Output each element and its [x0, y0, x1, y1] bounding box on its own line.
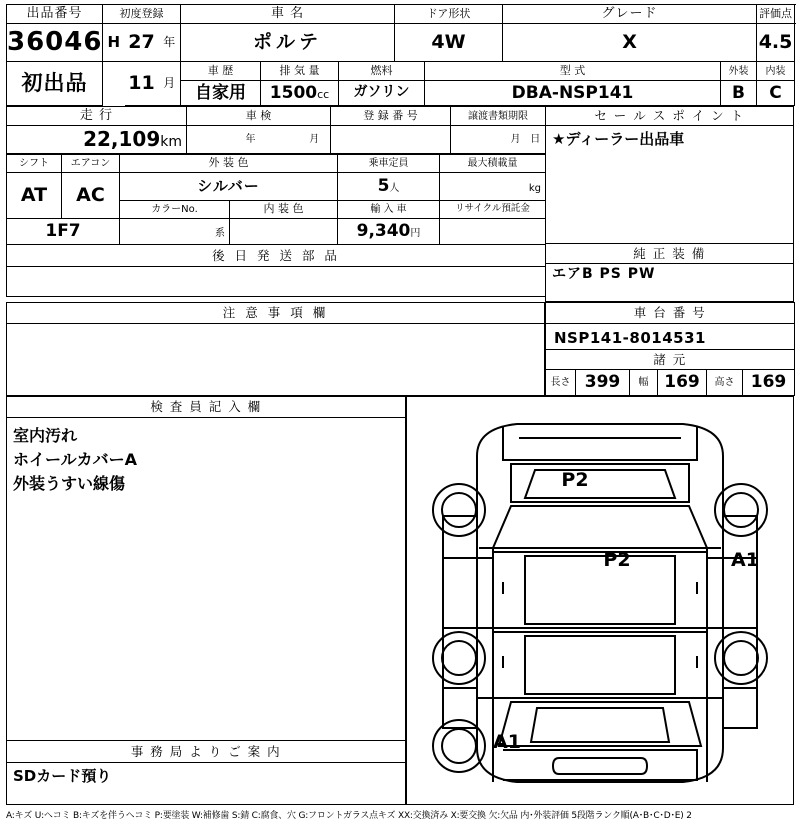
mileage-table	[6, 106, 546, 154]
middle-left	[6, 106, 545, 302]
import-value	[230, 219, 338, 245]
mileage-label: 走 行	[7, 107, 187, 126]
first-reg-month-unit: 月	[159, 62, 181, 106]
caution-area	[6, 302, 545, 396]
chassis-no-label: 車 台 番 号	[546, 303, 795, 324]
first-reg-year-unit: 年	[159, 24, 181, 62]
first-reg-month: 11	[125, 62, 159, 106]
capacity-value: 5人	[338, 173, 440, 201]
inspector-table	[6, 396, 406, 805]
length-label: 長さ	[546, 370, 576, 396]
aircon-label: エアコン	[62, 155, 120, 173]
shift-value: AT	[7, 173, 62, 219]
car-damage-diagram	[407, 398, 793, 804]
damage-diagram-cell	[407, 397, 794, 805]
exterior-grade-value: B	[721, 81, 757, 106]
inspection-month-unit: 月	[299, 126, 331, 154]
lower-band	[6, 302, 794, 396]
transfer-blank	[451, 126, 506, 154]
capacity-label: 乗車定員	[338, 155, 440, 173]
vehicle-header-table	[6, 4, 795, 106]
damage-mark: A1	[731, 548, 759, 571]
sales-point-label: セ ー ル ス ポ イ ン ト	[546, 107, 794, 126]
transfer-month-unit: 月	[506, 126, 526, 154]
import-label: 輸 入 車	[338, 201, 440, 219]
caution-label: 注 意 事 項 欄	[7, 303, 545, 324]
height-value: 169	[743, 370, 795, 396]
genuine-equip-value: エアB PS PW	[546, 264, 794, 302]
color-no-label: カラーNo.	[120, 201, 230, 219]
chassis-no-value: NSP141-8014531	[546, 324, 795, 350]
color-equipment-table	[6, 154, 546, 297]
displacement-value: 1500cc	[261, 81, 339, 106]
inspector-label: 検 査 員 記 入 欄	[7, 397, 406, 418]
caution-table	[6, 302, 545, 396]
recycle-label: リサイクル預託金	[440, 201, 546, 219]
interior-grade-label: 内装	[757, 62, 795, 81]
office-note-text: SDカード預り	[13, 767, 112, 785]
sales-point-table	[545, 106, 794, 302]
width-value: 169	[658, 370, 707, 396]
mileage-value: 22,109km	[7, 126, 187, 154]
middle-right	[545, 106, 794, 302]
chassis-table	[545, 302, 795, 396]
interior-color-label: 内 装 色	[230, 201, 338, 219]
exhibit-no-label: 出品番号	[7, 5, 103, 24]
fuel-value: ガソリン	[339, 81, 425, 106]
inspector-note-line: 外装うすい線傷	[13, 474, 126, 494]
exterior-color-label: 外 装 色	[120, 155, 338, 173]
chassis-spec-area	[545, 302, 794, 396]
genuine-equip-label: 純 正 装 備	[546, 244, 794, 264]
transfer-day-unit: 日	[526, 126, 546, 154]
first-reg-label: 初度登録	[103, 5, 181, 24]
inspector-note-line: ホイールカバーA	[13, 450, 138, 470]
fuel-label: 燃料	[339, 62, 425, 81]
interior-color-value: 系	[120, 219, 230, 245]
exterior-grade-label: 外装	[721, 62, 757, 81]
damage-mark: P2	[561, 468, 589, 491]
inspector-notes	[7, 418, 406, 741]
reg-no-label: 登 録 番 号	[331, 107, 451, 126]
reg-no-value	[331, 126, 451, 154]
car-name-value: ポルテ	[181, 24, 395, 62]
exterior-color-value: シルバー	[120, 173, 338, 201]
length-value: 399	[576, 370, 630, 396]
width-label: 幅	[630, 370, 658, 396]
bottom-band	[6, 396, 794, 805]
grade-label: グレード	[503, 5, 757, 24]
car-name-label: 車 名	[181, 5, 395, 24]
inspector-area	[6, 396, 406, 805]
score-label: 評価点	[757, 5, 795, 24]
aircon-value: AC	[62, 173, 120, 219]
inspection-month-value	[267, 126, 299, 154]
height-label: 高さ	[707, 370, 743, 396]
legend-footer: A:キズ U:ヘコミ B:キズを伴うヘコミ P:要塗装 W:補修歯 S:錆 C:腐食、穴 G:フロントガラス点キズ XX:交換済み X:要交換 欠:欠品 内･外装評価 5段階ランク順(A･B･C･D･E) 2	[6, 811, 692, 821]
damage-mark: A1	[493, 730, 521, 753]
color-no-value: 1F7	[7, 219, 120, 245]
inspection-year-unit: 年	[235, 126, 267, 154]
model-code-value: DBA-NSP141	[425, 81, 721, 106]
inspection-label: 車 検	[187, 107, 331, 126]
score-value: 4.5	[757, 24, 795, 62]
door-label: ドア形状	[395, 5, 503, 24]
first-exhibit-badge: 初出品	[7, 62, 103, 106]
spec-label: 諸 元	[546, 350, 795, 370]
recycle-value: 9,340円	[338, 219, 440, 245]
damage-diagram-area	[406, 396, 794, 805]
history-value: 自家用	[181, 81, 261, 106]
middle-band	[6, 106, 794, 302]
first-reg-year: 27	[125, 24, 159, 62]
later-parts-label: 後 日 発 送 部 品	[7, 245, 546, 267]
office-note	[7, 763, 406, 805]
max-load-label: 最大積載量	[440, 155, 546, 173]
displacement-label: 排 気 量	[261, 62, 339, 81]
grade-value: X	[503, 24, 757, 62]
shift-label: シフト	[7, 155, 62, 173]
inspection-year-value	[187, 126, 235, 154]
exhibit-no-value: 36046	[7, 24, 103, 62]
history-label: 車 歴	[181, 62, 261, 81]
door-value: 4W	[395, 24, 503, 62]
damage-diagram-table	[406, 396, 794, 805]
office-label: 事 務 局 よ り ご 案 内	[7, 741, 406, 763]
damage-mark: P2	[603, 548, 631, 571]
model-code-label: 型 式	[425, 62, 721, 81]
later-parts-value	[7, 267, 546, 297]
first-reg-era: H	[103, 24, 125, 62]
interior-grade-value: C	[757, 81, 795, 106]
inspector-note-line: 室内汚れ	[13, 426, 78, 445]
max-load-value: kg	[440, 173, 546, 201]
transfer-label: 譲渡書類期限	[451, 107, 546, 126]
caution-value	[7, 324, 545, 396]
sales-point-value: ★ディーラー出品車	[546, 126, 794, 244]
